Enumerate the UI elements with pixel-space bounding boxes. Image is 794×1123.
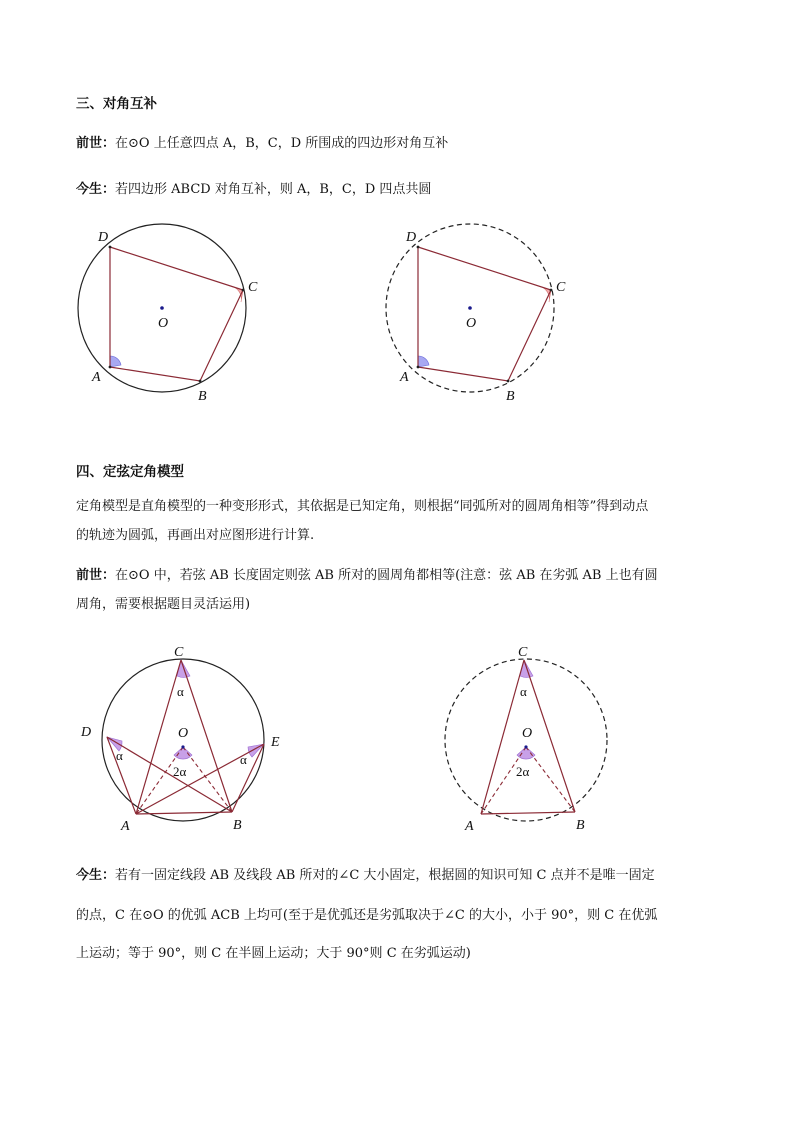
fixed-chord-angle-figure-dashed [436, 640, 636, 840]
two-alpha: 2α [516, 764, 530, 779]
intro-line-1: 定角模型是直角模型的一种变形形式，其依据是已知定角，则根据“同弧所对的圆周角相等”得到动点 [76, 499, 649, 514]
present-label: 今生： [76, 182, 116, 197]
fixed-chord-angle-figure-solid [78, 640, 298, 840]
present-line-1: 若有一固定线段 AB 及线段 AB 所对的∠C 大小固定，根据圆的知识可知 C 点并不是唯一固定 [115, 868, 655, 883]
label-a: A [121, 819, 130, 834]
label-c: C [556, 280, 566, 295]
section4-present [76, 866, 655, 886]
label-e: E [271, 735, 280, 750]
present-line-2: 的点，C 在⊙O 的优弧 ACB 上均可(至于是优弧还是劣弧取决于∠C 的大小，小于 90°，则 C 在优弧 [76, 908, 658, 923]
section4-title: 四、定弦定角模型 [76, 464, 184, 480]
cyclic-quad-figure-solid [70, 222, 270, 412]
section3-present [76, 180, 431, 200]
section3-title: 三、对角互补 [76, 96, 157, 112]
present-text: 若四边形 ABCD 对角互补，则 A，B，C，D 四点共圆 [115, 182, 432, 197]
alpha-e: α [240, 752, 247, 767]
center-point [468, 306, 472, 310]
angle-o-mark [174, 747, 192, 759]
label-b: B [576, 818, 585, 833]
label-c: C [174, 645, 184, 660]
label-o: O [522, 726, 533, 741]
past-label: 前世： [76, 568, 116, 583]
center-point [160, 306, 164, 310]
label-o: O [158, 316, 169, 331]
present-line-3: 上运动；等于 90°，则 C 在半圆上运动；大于 90°则 C 在劣弧运动) [76, 946, 471, 961]
label-b: B [506, 389, 515, 404]
present-label: 今生： [76, 868, 116, 883]
alpha-c: α [520, 684, 527, 699]
quadrilateral-abcd [110, 247, 243, 381]
past-line-1: 在⊙O 中，若弦 AB 长度固定则弦 AB 所对的圆周角都相等(注意：弦 AB 在劣弧 AB 上也有圆 [115, 568, 658, 583]
quadrilateral-abcd [418, 247, 551, 381]
label-d: D [406, 230, 417, 245]
angle-a-mark [110, 356, 121, 367]
label-d: D [98, 230, 109, 245]
label-o: O [178, 726, 189, 741]
label-c: C [248, 280, 258, 295]
label-b: B [198, 389, 207, 404]
past-label: 前世： [76, 136, 116, 151]
label-d: D [81, 725, 92, 740]
angle-o-mark [517, 747, 535, 759]
label-o: O [466, 316, 477, 331]
label-a: A [92, 370, 101, 385]
past-text: 在⊙O 上任意四点 A，B，C，D 所围成的四边形对角互补 [115, 136, 449, 151]
two-alpha: 2α [173, 764, 187, 779]
section4-past [76, 566, 658, 586]
past-line-2: 周角，需要根据题目灵活运用) [76, 597, 251, 612]
label-a: A [400, 370, 409, 385]
chord-ab [481, 812, 575, 814]
intro-line-2: 的轨迹为圆弧，再画出对应图形进行计算. [76, 528, 315, 543]
label-a: A [465, 819, 474, 834]
alpha-d: α [116, 748, 123, 763]
alpha-c: α [177, 684, 184, 699]
label-c: C [518, 645, 528, 660]
section3-past [76, 134, 448, 154]
angle-a-mark [418, 356, 429, 367]
label-b: B [233, 818, 242, 833]
cyclic-quad-figure-dashed [378, 222, 578, 412]
